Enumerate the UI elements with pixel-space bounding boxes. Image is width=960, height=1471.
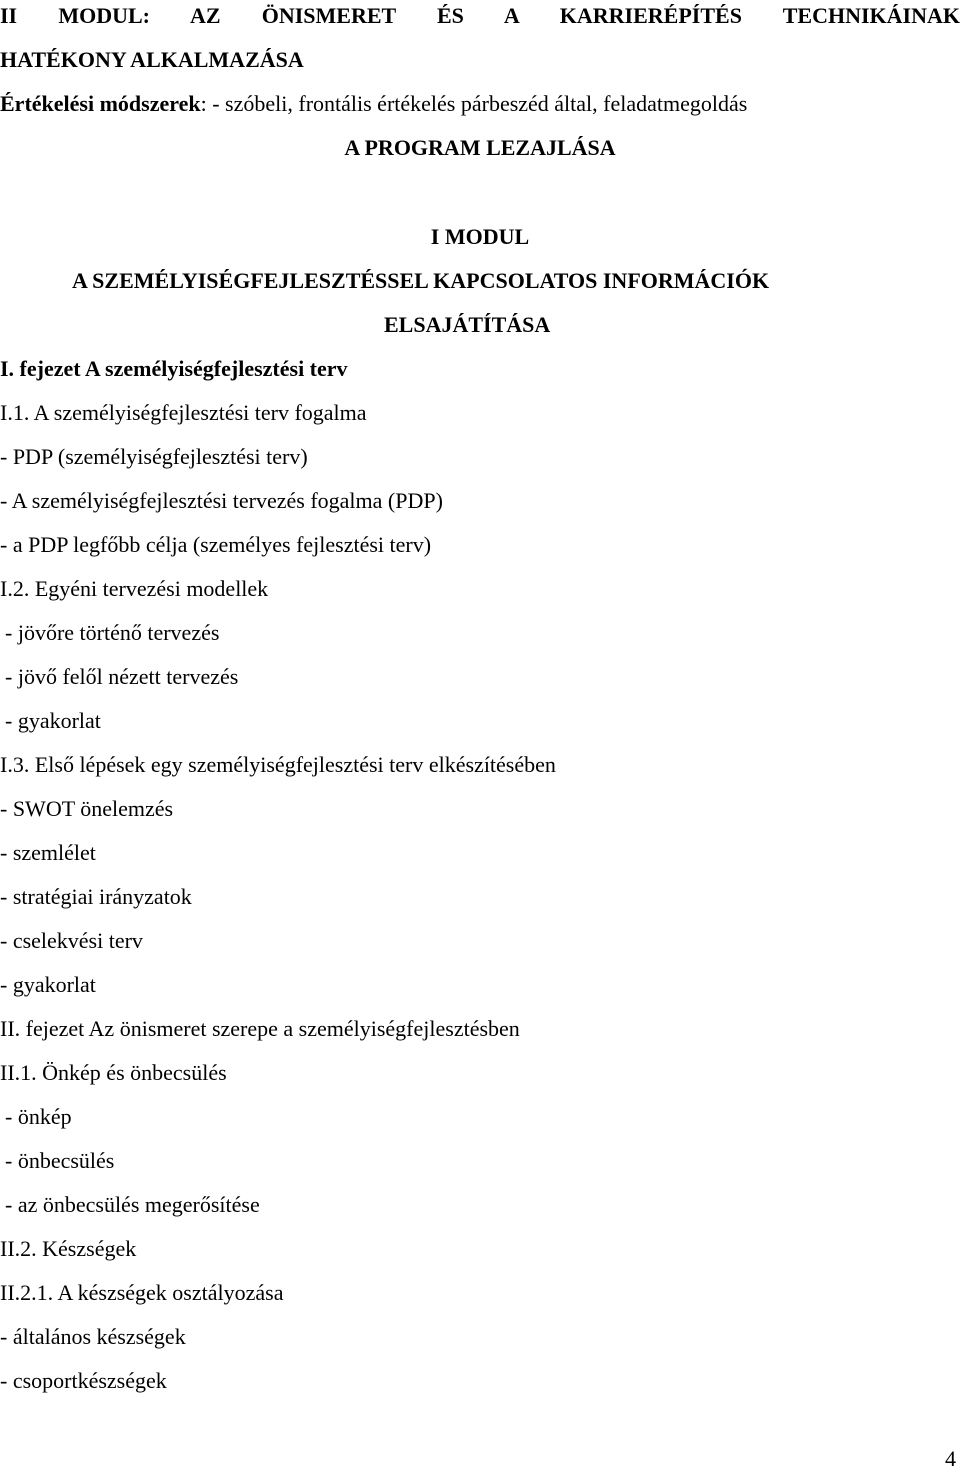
outline-item: II.2.1. A készségek osztályozása: [0, 1280, 284, 1305]
outline-item: - csoportkészségek: [0, 1368, 167, 1393]
outline-item: II. fejezet Az önismeret szerepe a személyiségfejlesztésben: [0, 1016, 520, 1041]
module-heading-line-2: HATÉKONY ALKALMAZÁSA: [0, 47, 304, 72]
outline-item: - A személyiségfejlesztési tervezés fogalma (PDP): [0, 488, 443, 513]
outline-item: - önkép: [5, 1104, 72, 1129]
outline-item: II.2. Készségek: [0, 1236, 137, 1261]
outline-item: - gyakorlat: [5, 708, 101, 733]
section-heading-line-1: I MODUL: [430, 224, 530, 249]
outline-item: - gyakorlat: [0, 972, 96, 997]
evaluation-label: Értékelési módszerek: [0, 91, 201, 116]
section-heading-line-2: A SZEMÉLYISÉGFEJLESZTÉSSEL KAPCSOLATOS INFORMÁCIÓK: [72, 268, 770, 293]
outline-item: - a PDP legfőbb célja (személyes fejlesztési terv): [0, 532, 432, 557]
outline-item: - általános készségek: [0, 1324, 186, 1349]
outline-item: II.1. Önkép és önbecsülés: [0, 1060, 227, 1085]
outline-item: - szemlélet: [0, 840, 96, 865]
evaluation-text: : - szóbeli, frontális értékelés párbeszéd által, feladatmegoldás: [200, 91, 748, 116]
outline-item: - önbecsülés: [5, 1148, 115, 1173]
outline-item: - cselekvési terv: [0, 928, 143, 953]
outline-item: I.2. Egyéni tervezési modellek: [0, 576, 269, 601]
module-heading-line-1: II MODUL: AZ ÖNISMERET ÉS A KARRIERÉPÍTÉS TECHNIKÁINAK: [0, 3, 960, 28]
outline-item: - stratégiai irányzatok: [0, 884, 192, 909]
program-heading: A PROGRAM LEZAJLÁSA: [344, 135, 616, 160]
chapter-title: I. fejezet A személyiségfejlesztési terv: [0, 356, 348, 381]
outline-item: - SWOT önelemzés: [0, 796, 174, 821]
outline-item: - PDP (személyiségfejlesztési terv): [0, 444, 308, 469]
evaluation-methods: [0, 91, 747, 117]
section-heading-line-3: ELSAJÁTÍTÁSA: [384, 312, 551, 337]
outline-item: - jövő felől nézett tervezés: [5, 664, 239, 689]
outline-item: - az önbecsülés megerősítése: [5, 1192, 260, 1217]
outline-item: I.1. A személyiségfejlesztési terv fogalma: [0, 400, 367, 425]
page-number: 4: [945, 1446, 956, 1471]
outline-item: I.3. Első lépések egy személyiségfejlesztési terv elkészítésében: [0, 752, 556, 777]
outline-item: - jövőre történő tervezés: [5, 620, 220, 645]
